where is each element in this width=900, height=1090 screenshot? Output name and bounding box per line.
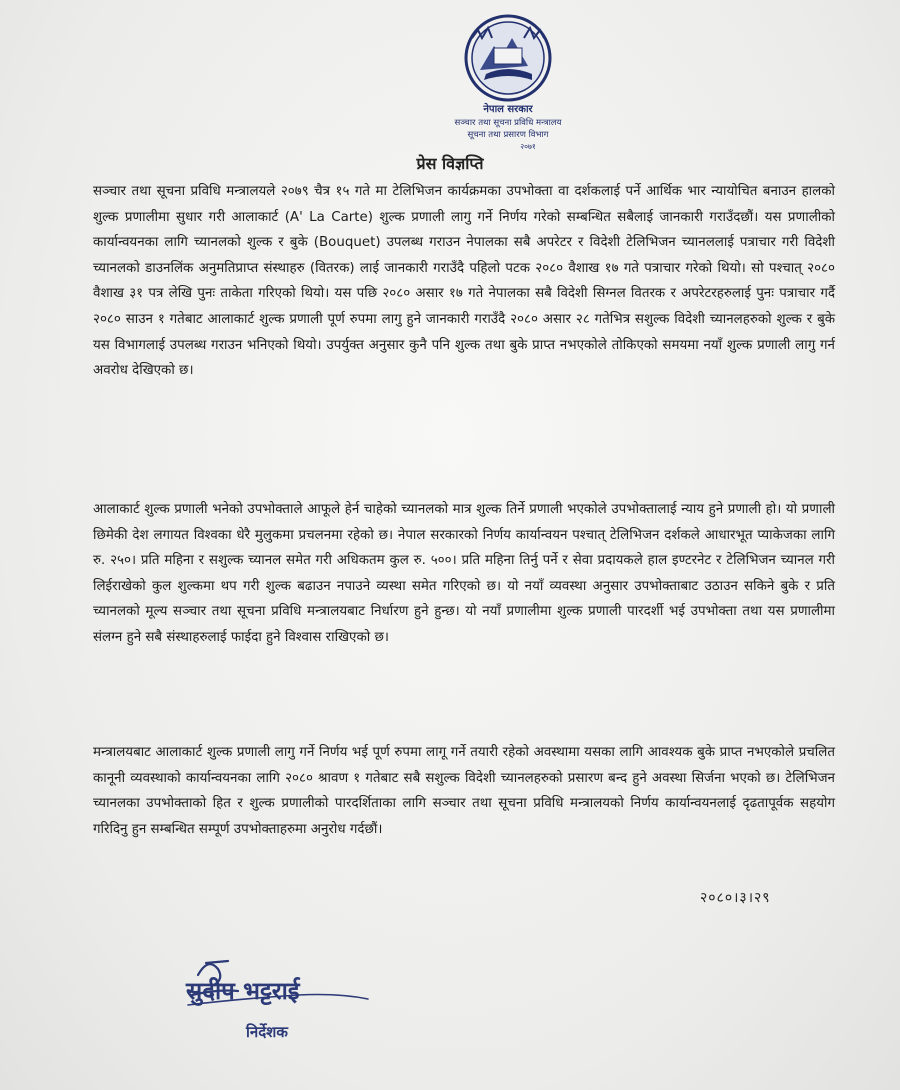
- seal-line-4: २०७१: [520, 142, 536, 151]
- paragraph-1: सञ्चार तथा सूचना प्रविधि मन्त्रालयले २०७९ चैत्र १५ गते मा टेलिभिजन कार्यक्रमका उपभोक्ता वा दर्शकलाई पर्ने आर्थिक भार न्यायोचित बनाउन हालको शुल्क प्रणालीमा सुधार गरी आलाकार्ट (A' La Carte) शुल्क प्रणाली लागु गर्ने निर्णय गरेको सम्बन्धित सबैलाई जानकारी गराउँदछौं। यस प्रणालीको कार्यान्वयनका लागि च्यानलको शुल्क र बुके (Bouquet) उपलब्ध गराउन नेपालका सबै अपरेटर र विदेशी टेलिभिजन च्यानललाई पत्राचार गरी विदेशी च्यानलको डाउनलिंक अनुमतिप्राप्त संस्थाहरु (वितरक) लाई जानकारी गराउँदै पहिलो पटक २०८० वैशाख १७ गते पत्राचार गरेको थियो। सो पश्चात् २०८० वैशाख ३१ पत्र लेखि पुनः ताकेता गरिएको थियो। यस पछि २०८० असार १७ गते नेपालका सबै विदेशी सिग्नल वितरक र अपरेटरहरुलाई पुनः पत्राचार गर्दै २०८० साउन १ गतेबाट आलाकार्ट शुल्क प्रणाली पूर्ण रुपमा लागु हुने जानकारी गराउँदै २०८० असार २८ गतेभित्र सशुल्क विदेशी च्यानलहरुको शुल्क र बुके यस विभागलाई उपलब्ध गराउन भनिएको थियो। उपर्युक्त अनुसार कुनै पनि शुल्क तथा बुके प्राप्त नभएकोले तोकिएको समयमा नयाँ शुल्क प्रणाली लागु गर्न अवरोध देखिएको छ।: [93, 184, 835, 379]
- paragraph-2: आलाकार्ट शुल्क प्रणाली भनेको उपभोक्ताले आफूले हेर्न चाहेको च्यानलको मात्र शुल्क तिर्ने प्रणाली भएकोले उपभोक्तालाई न्याय हुने प्रणाली हो। यो प्रणाली छिमेकी देश लगायत विश्वका धेरै मुलुकमा प्रचलनमा रहेको छ। नेपाल सरकारको निर्णय कार्यान्वयन पश्चात् टेलिभिजन दर्शकले आधारभूत प्याकेजका लागि रु. २५०। प्रति महिना र सशुल्क च्यानल समेत गरी अधिकतम कुल रु. ५००। प्रति महिना तिर्नु पर्ने र सेवा प्रदायकले हाल इण्टरनेट र टेलिभिजन च्यानल गरी लिईराखेको कुल शुल्कमा थप गरी शुल्क बढाउन नपाउने व्यस्था समेत गरिएको छ। यो नयाँ व्यवस्था अनुसार उपभोक्ताबाट उठाउन सकिने बुके र प्रति च्यानलको मूल्य सञ्चार तथा सूचना प्रविधि मन्त्रालयबाट निर्धारण हुने हुन्छ। यो नयाँ प्रणालीमा शुल्क प्रणाली पारदर्शी भई उपभोक्ता तथा यस प्रणालीमा संलग्न हुने सबै संस्थाहरुलाई फाईदा हुने विश्वास राखिएको छ।: [93, 502, 835, 645]
- seal-line-1: नेपाल सरकार: [483, 104, 533, 115]
- paragraph-3: मन्त्रालयबाट आलाकार्ट शुल्क प्रणाली लागु गर्ने निर्णय भई पूर्ण रुपमा लागू गर्ने तयारी रहेको अवस्थामा यसका लागि आवश्यक बुके प्राप्त नभएकोले प्रचलित कानूनी व्यवस्थाको कार्यान्वयनका लागि २०८० श्रावण १ गतेबाट सबै सशुल्क विदेशी च्यानलहरुको प्रसारण बन्द हुने अवस्था सिर्जना भएको छ। टेलिभिजन च्यानलका उपभोक्ताको हित र शुल्क प्रणालीको पारदर्शिताका लागि सञ्चार तथा सूचना प्रविधि मन्त्रालयको निर्णय कार्यान्वयनलाई दृढतापूर्वक सहयोग गरिदिनु हुन सम्बन्धित सम्पूर्ण उपभोक्ताहरुमा अनुरोध गर्दछौं।: [93, 745, 835, 837]
- seal-line-3: सूचना तथा प्रसारण विभाग: [467, 130, 549, 140]
- press-release-title: प्रेस विज्ञप्ति: [416, 154, 484, 173]
- government-emblem-seal: [432, 8, 582, 158]
- release-date: २०८०।३।२९: [700, 890, 771, 906]
- signature-name: सुदीप भट्टराई: [186, 977, 300, 1005]
- handwritten-signature: [178, 955, 378, 1025]
- signatory-designation: निर्देशक: [246, 1023, 288, 1041]
- seal-line-2: सञ्चार तथा सूचना प्रविधि मन्त्रालय: [454, 118, 562, 128]
